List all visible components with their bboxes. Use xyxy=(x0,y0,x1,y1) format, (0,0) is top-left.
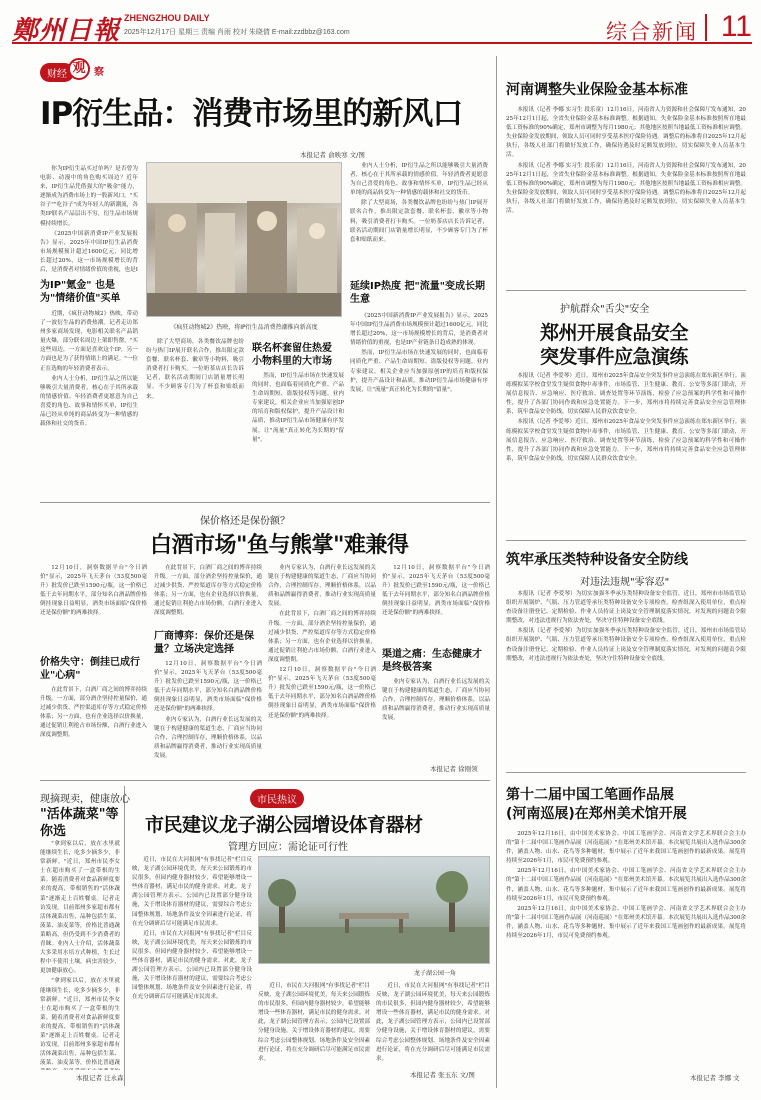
lead-reporter: 本报记者 俞映寒 文/图 xyxy=(300,151,365,159)
center-subhead-2: 厂商博弈：保价还是保量？立场决定选择 xyxy=(154,631,254,655)
right3-subtitle: 对违法违规"零容忍" xyxy=(580,577,670,588)
center-kicker: 保价格还是保份额？ xyxy=(200,516,290,527)
bottom-left-body xyxy=(40,840,120,1070)
center-paragraph: 在此背景下，白酒厂商之间的博弈持续升级。一方面，部分酒企坚持控量保价，通过减少供货、严控渠道库存等方式稳定价格体系；另一方面，也有企业选择以价换量，通过促销让利抢占市场份额，白酒行业进入深度调整期。 xyxy=(268,611,376,663)
center-body-col1 xyxy=(40,564,147,652)
right1-paragraph: 本报讯（记者 李娜 实习生 段乐童）12月16日，河南省人力资源和社会保障厅发布通知，2025年12月1日起，全省失业保险金基本标准调整。根据通知，失业保险金基本标准按照所在地最低工资标准的90%确定，郑州市调整为每月1980元；其他地区按照当地最低工资标准相应调整。失业保险金发放期间，领取人员可同时享受基本医疗保险待遇。调整后的标准将自2025年12月起执行，各级人社部门将做好发放工作，确保待遇及时足额发放到位，切实保障失业人员基本生活。 xyxy=(506,162,746,215)
masthead xyxy=(12,10,752,44)
center-paragraph: 12月10日，洞察数据平台"今日酒价"显示，2025年飞天茅台（53度500毫升）批发价已跌至1590元/瓶，这一价格已低于去年同期水平，部分知名白酒品牌价格倒挂现象日益明显，酒类市场面临"保价格还是保份额"的两难抉择。 xyxy=(40,565,147,617)
bottom-left-kicker: 现摘现卖，健康放心 xyxy=(40,794,130,805)
lead-paragraph: 《2025中国新消费IP产业发展报告》显示，2025年中国IP衍生品消费市场规模预计超过1600亿元，同比增长超过20%，这一市场规模增长的背后，是消费者对情绪价值的重视，也是I xyxy=(40,230,138,274)
center-paragraph: 在此背景下，白酒厂商之间的博弈持续升级。一方面，部分酒企坚持控量保价，通过减少供货、严控渠道库存等方式稳定价格体系；另一方面，也有企业选择以价换量，通过促销让利抢占市场份额，白酒行业进入深度调整期。 xyxy=(40,687,147,739)
bottom-center-body-col3 xyxy=(376,982,490,1064)
issue-meta: 2025年12月17日 星期三 责编 肖雨 校对 朱晓倩 E-mail:zzdbbz@163.com xyxy=(124,29,350,36)
right2-body xyxy=(506,372,746,502)
right2-headline-line1: 郑州开展食品安全 xyxy=(540,322,689,344)
right3-paragraph: 本报讯（记者 李爱琴）为切实加强冬季承压类特种设备安全监管，近日，郑州市市场监管局组织开展锅炉、气瓶、压力管道等承压类特种设备安全专项检查。检查组深入使用单位，重点检查设备注册登记、定期检验、作业人员持证上岗及安全管理制度落实情况，对发现的问题责令限期整改，对违法违规行为依法查处，坚决守住特种设备安全底线。 xyxy=(506,591,746,625)
lead-paragraph: 业内人士分析，IP衍生品之所以能够吸引大量消费者，核心在于其所承载的情感价值。年轻消费者更愿意为自己喜爱的角色、故事和情怀买单，IP衍生品已经从单纯的商品转变为一种情感的载体和社交的货币。 xyxy=(40,375,138,428)
page-divider xyxy=(705,14,707,41)
bottom-center-paragraph: 近日，市民在大河报网"有事找记者"栏目反映，龙子湖公园环境优美，每天来公园锻炼的市民很多，但园内健身器材较少，希望能够增设一些体育器材，满足市民的健身需求。对此，龙子湖公园管理方表示，公园内已设置部分健身设施，关于增设体育器材的建议，需要综合考虑公园整体规划、场地条件及安全因素进行论证，将在充分调研后尽可能满足市民需求。 xyxy=(132,930,252,1001)
center-paragraph: 12月10日，洞察数据平台"今日酒价"显示，2025年飞天茅台（53度500毫升）批发价已跌至1590元/瓶，这一价格已低于去年同期水平，部分知名白酒品牌价格倒挂现象日益明显，酒类市场面临"保价格还是保份额"的两难抉择。 xyxy=(382,565,490,617)
bottom-center-subtitle: 管理方回应：需论证可行性 xyxy=(228,842,348,853)
section-title: 综合新闻 xyxy=(606,20,698,44)
lead-body-col1b xyxy=(40,310,138,495)
lead-subhead-3: 延续IP热度 把"流量"变成长期生意 xyxy=(350,281,485,305)
lead-body-col2 xyxy=(146,338,244,495)
right4-body xyxy=(506,830,746,1066)
lead-photo xyxy=(146,162,342,317)
section-divider xyxy=(40,780,490,781)
lead-kicker: 财经 xyxy=(40,63,74,82)
lead-paragraph: 业内人士分析，IP衍生品之所以能够吸引大量消费者，核心在于其所承载的情感价值。年轻消费者更愿意为自己喜爱的角色、故事和情怀买单，IP衍生品已经从单纯的商品转变为一种情感的载体和社交的货币。 xyxy=(350,163,488,197)
center-subhead-1: 价格失守：倒挂已成行业"心病" xyxy=(40,657,140,681)
lead-body-col1 xyxy=(40,165,138,275)
bottom-center-caption: 龙子湖公园一角 xyxy=(413,970,456,977)
right4-paragraph: 2025年12月16日，由中国美术家协会、中国工笔画学会、河南省文学艺术界联合会主办的"第十二届中国工笔画作品展（河南巡展）"在郑州美术馆开幕。本次展览共展出入选作品300余件，涵盖人物、山水、花鸟等多种题材，集中展示了近年来我国工笔画创作的最新成果。展览将持续至2026年1月，市民可免费预约参观。 xyxy=(506,905,746,940)
center-body-col2b xyxy=(154,660,262,778)
section-divider xyxy=(506,540,746,541)
lead-photo-caption: 《疯狂动物城2》热映，将IP衍生品消费热潮推向新高度 xyxy=(170,324,318,331)
right2-kicker: 护航群众"舌尖"安全 xyxy=(560,304,650,315)
bottom-center-paragraph: 近日，市民在大河报网"有事找记者"栏目反映，龙子湖公园环境优美，每天来公园锻炼的市民很多，但园内健身器材较少，希望能够增设一些体育器材，满足市民的健身需求。对此，龙子湖公园管理方表示，公园内已设置部分健身设施，关于增设体育器材的建议，需要综合考虑公园整体规划、场地条件及安全因素进行论证，将在充分调研后尽可能满足市民需求。 xyxy=(132,857,252,927)
page-number: 11 xyxy=(720,10,752,43)
lead-paragraph: 《2025中国新消费IP产业发展报告》显示，2025年中国IP衍生品消费市场规模预计超过1600亿元，同比增长超过20%，这一市场规模增长的背后，是消费者对情绪价值的重视，也是IP产业链条日趋成熟的体现。 xyxy=(350,313,488,347)
right1-body xyxy=(506,106,746,282)
bottom-center-headline: 市民建议龙子湖公园增设体育器材 xyxy=(145,814,423,836)
right3-body xyxy=(506,590,746,758)
right3-headline: 筑牢承压类特种设备安全防线 xyxy=(506,552,688,568)
right4-paragraph: 2025年12月16日，由中国美术家协会、中国工笔画学会、河南省文学艺术界联合会主办的"第十二届中国工笔画作品展（河南巡展）"在郑州美术馆开幕。本次展览共展出入选作品300余件，涵盖人物、山水、花鸟等多种题材，集中展示了近年来我国工笔画创作的最新成果。展览将持续至2026年1月，市民可免费预约参观。 xyxy=(506,831,746,865)
right4-headline-line1: 第十二届中国工笔画作品展 xyxy=(506,787,674,803)
column-divider xyxy=(496,56,497,1088)
bottom-center-paragraph: 近日，市民在大河报网"有事找记者"栏目反映，龙子湖公园环境优美，每天来公园锻炼的市民很多，但园内健身器材较少，希望能够增设一些体育器材，满足市民的健身需求。对此，龙子湖公园管理方表示，公园内已设置部分健身设施，关于增设体育器材的建议，需要综合考虑公园整体规划、场地条件及安全因素进行论证，将在充分调研后尽可能满足市民需求。 xyxy=(258,983,370,1062)
center-reporter: 本报记者 徐刚领 xyxy=(430,765,478,773)
right1-paragraph: 本报讯（记者 李娜 实习生 段乐童）12月16日，河南省人力资源和社会保障厅发布通知，2025年12月1日起，全省失业保险金基本标准调整。根据通知，失业保险金基本标准按照所在地最低工资标准的90%确定，郑州市调整为每月1980元；其他地区按照当地最低工资标准相应调整。失业保险金发放期间，领取人员可同时享受基本医疗保险待遇。调整后的标准将自2025年12月起执行，各级人社部门将做好发放工作，确保待遇及时足额发放到位，切实保障失业人员基本生活。 xyxy=(506,107,746,159)
center-paragraph: 业内专家认为，白酒行业长远发展的关键在于构建健康的渠道生态，厂商应当协同合作，合理控制库存，理顺价格体系，以品质和品牌赢得消费者，推动行业实现高质量发展。 xyxy=(154,716,262,759)
center-paragraph: 12月10日，洞察数据平台"今日酒价"显示，2025年飞天茅台（53度500毫升）批发价已跌至1590元/瓶，这一价格已低于去年同期水平，部分知名白酒品牌价格倒挂现象日益明显，酒类市场面临"保价格还是保份额"的两难抉择。 xyxy=(268,667,376,719)
lead-body-col4b xyxy=(350,312,488,495)
lead-paragraph: 除了大型商场，各类餐饮品牌也纷纷与热门IP展开联名合作，推出限定款套餐、联名杯套、徽章等小物料，吸引消费者打卡购买。一位奶茶店店长告诉记者，联名活动期间门店销量增长明显，不少顾客专门为了杯套和贴纸而来。 xyxy=(146,339,244,400)
center-subhead-3: 渠道之痛：生态健康才是终极答案 xyxy=(382,649,482,673)
store-scene-image xyxy=(147,163,342,317)
right2-paragraph: 本报讯（记者 李爱琴）近日，郑州市2025年食品安全突发事件应急演练在郑东新区举行。演练模拟某学校食堂发生疑似食物中毒事件，市场监管、卫生健康、教育、公安等多部门联动，开展信息报告、应急响应、医疗救治、调查处置等环节演练，检验了应急预案的科学性和可操作性，提升了各部门协同作战和应急处置能力。下一步，郑州市将持续完善食品安全应急管理体系，筑牢食品安全防线，切实保障人民群众饮食安全。 xyxy=(506,373,746,416)
section-divider xyxy=(506,290,746,291)
section-divider xyxy=(40,502,490,503)
lead-headline: IP衍生品：消费市场里的新风口 xyxy=(40,96,463,132)
bottom-center-body-col2 xyxy=(258,982,370,1082)
center-body-col4b xyxy=(382,678,490,758)
right4-headline-line2: (河南巡展)在郑州美术馆开展 xyxy=(506,806,687,822)
bottom-center-reporter: 本报记者 张玉东 文/图 xyxy=(410,1071,475,1079)
right4-paragraph: 2025年12月16日，由中国美术家协会、中国工笔画学会、河南省文学艺术界联合会主办的"第十二届中国工笔画作品展（河南巡展）"在郑州美术馆开幕。本次展览共展出入选作品300余件，涵盖人物、山水、花鸟等多种题材，集中展示了近年来我国工笔画创作的最新成果。展览将持续至2026年1月，市民可免费预约参观。 xyxy=(506,868,746,902)
lead-body-col4 xyxy=(350,162,488,274)
newspaper-logo: 鄭州日報 xyxy=(12,16,121,46)
bottom-left-paragraph: "拿到家以后，放在水里就能继续生长，吃多少摘多少，非常新鲜。"近日，郑州市民李女士在超市购买了一盒带根的生菜。随着消费者对食品新鲜度要求的提高，带根销售的"活体蔬菜"逐渐走上百姓餐桌。记者走访发现，目前郑州多家超市都有活体蔬菜出售，品种包括生菜、菠菜、油麦菜等，价格比普通蔬 xyxy=(40,978,120,1067)
center-headline: 白酒市场"鱼与熊掌"难兼得 xyxy=(150,533,409,558)
right3-paragraph: 本报讯（记者 李爱琴）为切实加强冬季承压类特种设备安全监管，近日，郑州市市场监管局组织开展锅炉、气瓶、压力管道等承压类特种设备安全专项检查。检查组深入使用单位，重点检查设备注册登记、定期检验、作业人员持证上岗及安全管理制度落实情况，对发现的问题责令限期整改，对违法违规行为依法查处，坚决守住特种设备安全底线。 xyxy=(506,628,746,662)
lead-paragraph: 近期，《疯狂动物城2》热映，带动了一波衍生品的消费热潮。记者走访郑州多家商场发现，电影相关联名产品销量火爆，部分联名周边上架即售罄。"买这些周边，一方面是喜欢这个IP，另一方面也是为了获得情绪上的满足。"一位正在选购的年轻消费者表示。 xyxy=(40,311,138,372)
bottom-left-reporter: 本报记者 汪永森 xyxy=(76,1074,124,1082)
center-paragraph: 业内专家认为，白酒行业长远发展的关键在于构建健康的渠道生态，厂商应当协同合作，合理控制库存，理顺价格体系，以品质和品牌赢得消费者，推动行业实现高质量发展。 xyxy=(382,679,490,722)
lead-paragraph: 除了大型商场，各类餐饮品牌也纷纷与热门IP展开联名合作，推出限定款套餐、联名杯套、徽章等小物料，吸引消费者打卡购买。一位奶茶店店长告诉记者，联名活动期间门店销量增长明显，不少顾客专门为了杯套和贴纸而来。 xyxy=(350,200,488,243)
right2-headline-line2: 突发事件应急演练 xyxy=(540,346,689,368)
lead-subhead-1: 为IP"氪金" 也是为"情绪价值"买单 xyxy=(40,280,121,304)
newspaper-english-name: ZHENGZHOU DAILY xyxy=(124,13,210,23)
right2-paragraph: 本报讯（记者 李爱琴）近日，郑州市2025年食品安全突发事件应急演练在郑东新区举行。演练模拟某学校食堂发生疑似食物中毒事件，市场监管、卫生健康、教育、公安等多部门联动，开展信息报告、应急响应、医疗救治、调查处置等环节演练，检验了应急预案的科学性和可操作性，提升了各部门协同作战和应急处置能力。下一步，郑州市将持续完善食品安全应急管理体系，筑牢食品安全防线，切实保障人民群众饮食安全。 xyxy=(506,419,746,462)
center-paragraph: 12月10日，洞察数据平台"今日酒价"显示，2025年飞天茅台（53度500毫升）批发价已跌至1590元/瓶，这一价格已低于去年同期水平，部分知名白酒品牌价格倒挂现象日益明显，酒类市场面临"保价格还是保份额"的两难抉择。 xyxy=(154,661,262,713)
lead-body-col3 xyxy=(252,372,344,495)
bottom-center-kicker: 市民热议 xyxy=(250,789,304,808)
bottom-left-headline: "活体蔬菜"等你选 xyxy=(40,807,119,839)
right4-reporter: 本报记者 李娜 文 xyxy=(690,1074,740,1082)
center-body-col3 xyxy=(268,564,376,778)
lead-kicker-tail: 察 xyxy=(94,67,104,78)
center-body-col4 xyxy=(382,564,490,644)
bottom-center-body-col1 xyxy=(132,856,252,1081)
bottom-center-paragraph: 近日，市民在大河报网"有事找记者"栏目反映，龙子湖公园环境优美，每天来公园锻炼的市民很多，但园内健身器材较少，希望能够增设一些体育器材，满足市民的健身需求。对此，龙子湖公园管理方表示，公园内已设置部分健身设施，关于增设体育器材的建议，需要综合考虑公园整体规划、场地条件及安全因素进行论证，将在充分调研后尽可能满足市民需求。 xyxy=(376,983,490,1062)
park-scene-image xyxy=(259,857,490,964)
lead-paragraph: 然而，IP衍生品市场在快速发展的同时，也面临着同质化严重、产品生命周期短、盗版侵权等问题。业内专家建议，相关企业应当加强原创IP的培育和版权保护，提升产品设计和品质，推动IP衍生品市场健康有序发展，让"流量"真正转化为长期的"留量"。 xyxy=(350,350,488,393)
right1-headline: 河南调整失业保险金基本标准 xyxy=(506,82,688,98)
center-paragraph: 在此背景下，白酒厂商之间的博弈持续升级。一方面，部分酒企坚持控量保价，通过减少供货、严控渠道库存等方式稳定价格体系；另一方面，也有企业选择以价换量，通过促销让利抢占市场份额，白酒行业进入深度调整期。 xyxy=(154,565,262,617)
bottom-left-paragraph: "拿到家以后，放在水里就能继续生长，吃多少摘多少，非常新鲜。"近日，郑州市民李女士在超市购买了一盒带根的生菜。随着消费者对食品新鲜度要求的提高，带根销售的"活体蔬菜"逐渐走上百姓餐桌。记者走访发现，目前郑州多家超市都有活体蔬菜出售，品种包括生菜、菠菜、油麦菜等，价格比普通蔬菜略高，但仍受到不少消费者的青睐。业内人士介绍，活体蔬菜大多采用水培方式种植，生长过程中不使用土壤，病虫害较少，更加健康放心。 xyxy=(40,841,120,975)
lead-paragraph: 然而，IP衍生品市场在快速发展的同时，也面临着同质化严重、产品生命周期短、盗版侵权等问题。业内专家建议，相关企业应当加强原创IP的培育和版权保护，提升产品设计和品质，推动IP衍生品市场健康有序发展，让"流量"真正转化为长期的"留量"。 xyxy=(252,373,344,443)
center-body-col1b xyxy=(40,686,147,778)
lead-subhead-2: 联名杯套留住热爱 小物料里的大市场 xyxy=(252,343,332,367)
column-divider xyxy=(124,786,125,1086)
center-body-col2 xyxy=(154,564,262,626)
section-divider xyxy=(506,772,746,773)
center-paragraph: 业内专家认为，白酒行业长远发展的关键在于构建健康的渠道生态，厂商应当协同合作，合理控制库存，理顺价格体系，以品质和品牌赢得消费者，推动行业实现高质量发展。 xyxy=(268,565,376,608)
lead-kicker-mark: 观 xyxy=(68,58,90,80)
bottom-center-photo xyxy=(258,856,490,964)
lead-paragraph: 你为IP衍生品买过单吗？是否曾为电影、动漫中的角色购买周边？近年来，IP衍生品凭借强大的"吸金"能力，逐渐成为消费市场上的一股新风口。"买谷子""吃谷子"成为年轻人的新潮流，各类IP联名产品层出不穷，衍生品市场规模持续增长。 xyxy=(40,166,138,227)
